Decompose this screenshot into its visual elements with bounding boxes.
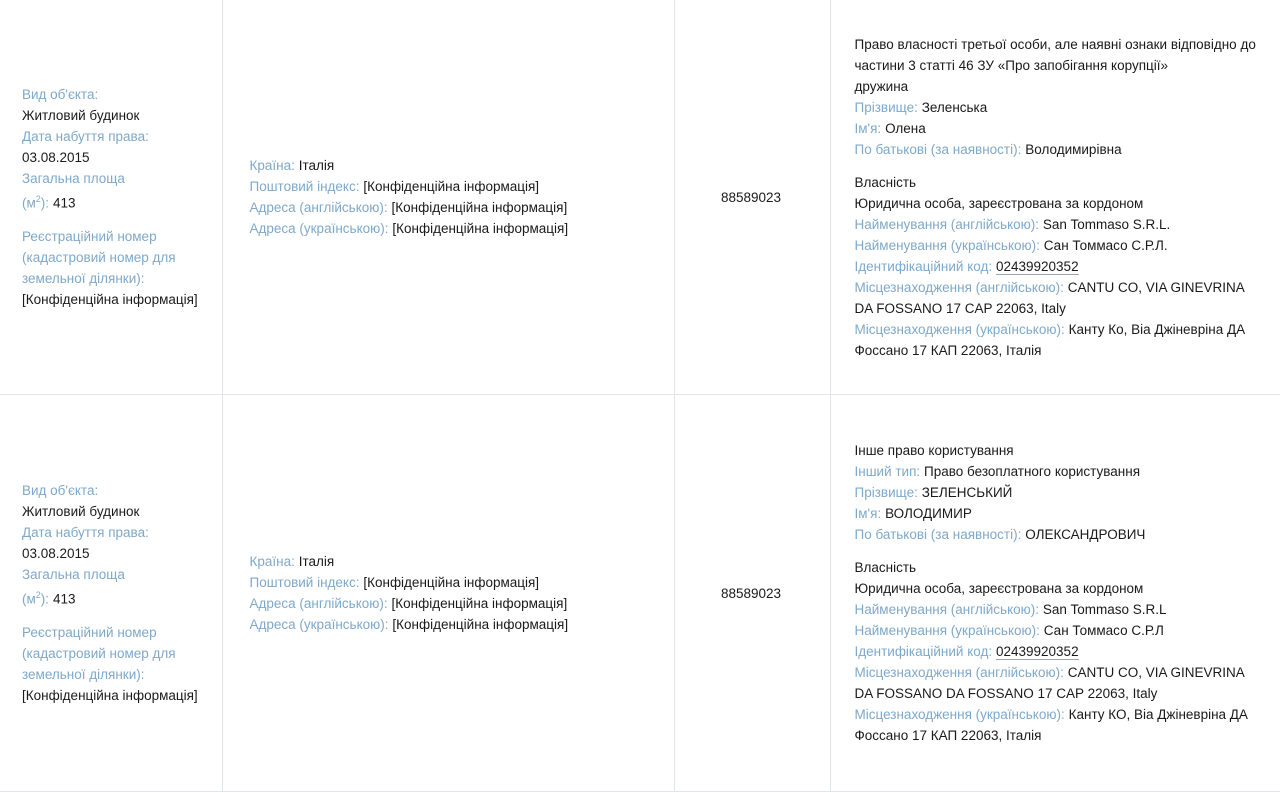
total-area-units-suffix: ):	[40, 195, 50, 211]
total-area-units-sup: 2	[35, 194, 41, 205]
name-ua-label: Найменування (українською):	[854, 237, 1040, 253]
address-en-value: [Конфіденційна інформація]	[391, 200, 568, 215]
ident-code-label: Ідентифікаційний код:	[854, 258, 993, 274]
total-area-value: 413	[52, 195, 76, 211]
country-value: Італія	[298, 554, 335, 569]
acquisition-date-label: Дата набуття права:	[22, 525, 149, 541]
first-name-label: Ім'я:	[854, 506, 882, 521]
address-ua-label: Адреса (українською):	[249, 221, 389, 236]
location-ua-value: Канту КО, Віа Джіневріна ДА Фоссано 17 КАП 22063, Італія	[854, 707, 1248, 743]
location-en-value: CANTU CO, VIA GINEVRINA DA FOSSANO DA FOSSANO 17 CAP 22063, Italy	[854, 665, 1245, 701]
registration-number-label: Реєстраційний номер (кадастровий номер для земельної ділянки):	[22, 624, 176, 682]
code-value: 88589023	[720, 585, 782, 601]
acquisition-date-label: Дата набуття права:	[22, 129, 149, 145]
total-area-units-prefix: (м	[22, 195, 36, 211]
acquisition-date-value: 03.08.2015	[22, 546, 90, 562]
rights-note: Право власності третьої особи, але наявні ознаки відповідно до частини 3 статті 46 ЗУ «Про запобігання корупції»	[854, 36, 1256, 73]
location-en-label: Місцезнаходження (англійською):	[854, 279, 1064, 295]
location-ua-label: Місцезнаходження (українською):	[854, 707, 1065, 722]
address-ua-value: [Конфіденційна інформація]	[392, 221, 569, 236]
address-cell	[222, 0, 674, 395]
patronymic-value: ОЛЕКСАНДРОВИЧ	[1025, 527, 1146, 542]
address-en-value: [Конфіденційна інформація]	[391, 596, 568, 611]
country-label: Країна:	[249, 158, 295, 173]
object-cell	[0, 395, 222, 792]
address-en-label: Адреса (англійською):	[249, 200, 388, 215]
ownership-title: Власність	[854, 174, 917, 190]
table-row	[0, 0, 1280, 395]
object-type-label: Вид об'єкта:	[22, 87, 99, 103]
location-en-label: Місцезнаходження (англійською):	[854, 665, 1064, 680]
location-ua-value: Канту Ко, Віа Джіневріна ДА Фоссано 17 КАП 22063, Італія	[854, 321, 1246, 358]
ownership-title: Власність	[854, 560, 917, 575]
total-area-units-sup: 2	[35, 590, 41, 601]
name-ua-value: Сан Томмасо С.Р.Л.	[1043, 237, 1168, 253]
code-value: 88589023	[720, 189, 782, 205]
address-ua-value: [Конфіденційна інформація]	[392, 617, 569, 632]
name-en-label: Найменування (англійською):	[854, 602, 1040, 617]
table-row	[0, 395, 1280, 792]
patronymic-label: По батькові (за наявності):	[854, 527, 1022, 542]
name-en-value: San Tommaso S.R.L	[1042, 602, 1167, 617]
country-value: Італія	[298, 158, 335, 173]
spacer	[22, 214, 210, 226]
registration-number-value: [Конфіденційна інформація]	[22, 291, 198, 307]
surname-value: Зеленська	[921, 99, 988, 115]
other-type-value: Право безоплатного користування	[924, 464, 1141, 479]
acquisition-date-value: 03.08.2015	[22, 150, 90, 166]
rights-relation: дружина	[854, 78, 909, 94]
postal-code-value: [Конфіденційна інформація]	[363, 179, 540, 194]
first-name-value: Олена	[885, 120, 926, 136]
ident-code-label: Ідентифікаційний код:	[854, 644, 993, 659]
rights-cell	[830, 395, 1280, 792]
object-type-value: Житловий будинок	[22, 108, 140, 124]
object-cell	[0, 0, 222, 395]
other-type-label: Інший тип:	[854, 464, 921, 479]
rights-cell	[830, 0, 1280, 395]
postal-code-label: Поштовий індекс:	[249, 179, 360, 194]
address-cell	[222, 395, 674, 792]
object-type-value: Житловий будинок	[22, 504, 140, 520]
code-cell	[674, 395, 830, 792]
address-en-label: Адреса (англійською):	[249, 596, 388, 611]
ident-code-value: 02439920352	[995, 644, 1079, 659]
total-area-units-prefix: (м	[22, 591, 36, 607]
rights-note: Інше право користування	[854, 443, 1014, 458]
name-en-value: San Tommaso S.R.L.	[1042, 216, 1171, 232]
surname-label: Прізвище:	[854, 485, 918, 500]
code-cell	[674, 0, 830, 395]
registration-number-value: [Конфіденційна інформація]	[22, 687, 198, 703]
country-label: Країна:	[249, 554, 295, 569]
location-ua-label: Місцезнаходження (українською):	[854, 321, 1065, 337]
spacer	[22, 610, 210, 622]
location-en-value: CANTU CO, VIA GINEVRINA DA FOSSANO 17 CAP 22063, Italy	[854, 279, 1245, 316]
postal-code-label: Поштовий індекс:	[249, 575, 360, 590]
name-ua-value: Сан Томмасо С.Р.Л	[1043, 623, 1164, 638]
address-ua-label: Адреса (українською):	[249, 617, 389, 632]
total-area-label: Загальна площа	[22, 567, 125, 583]
total-area-units-suffix: ):	[40, 591, 50, 607]
first-name-label: Ім'я:	[854, 120, 882, 136]
spacer	[855, 545, 1265, 557]
name-ua-label: Найменування (українською):	[854, 623, 1040, 638]
ownership-subject: Юридична особа, зареєстрована за кордоном	[854, 581, 1144, 596]
ident-code-value: 02439920352	[995, 258, 1079, 274]
surname-label: Прізвище:	[854, 99, 918, 115]
registration-number-label: Реєстраційний номер (кадастровий номер для земельної ділянки):	[22, 228, 176, 286]
object-type-label: Вид об'єкта:	[22, 483, 99, 499]
postal-code-value: [Конфіденційна інформація]	[363, 575, 540, 590]
total-area-value: 413	[52, 591, 76, 607]
name-en-label: Найменування (англійською):	[854, 216, 1040, 232]
patronymic-label: По батькові (за наявності):	[854, 141, 1022, 157]
patronymic-value: Володимирівна	[1025, 141, 1122, 157]
ownership-subject: Юридична особа, зареєстрована за кордоном	[854, 195, 1144, 211]
first-name-value: ВОЛОДИМИР	[885, 506, 972, 521]
spacer	[855, 160, 1265, 172]
surname-value: ЗЕЛЕНСЬКИЙ	[921, 485, 1013, 500]
total-area-label: Загальна площа	[22, 171, 125, 187]
